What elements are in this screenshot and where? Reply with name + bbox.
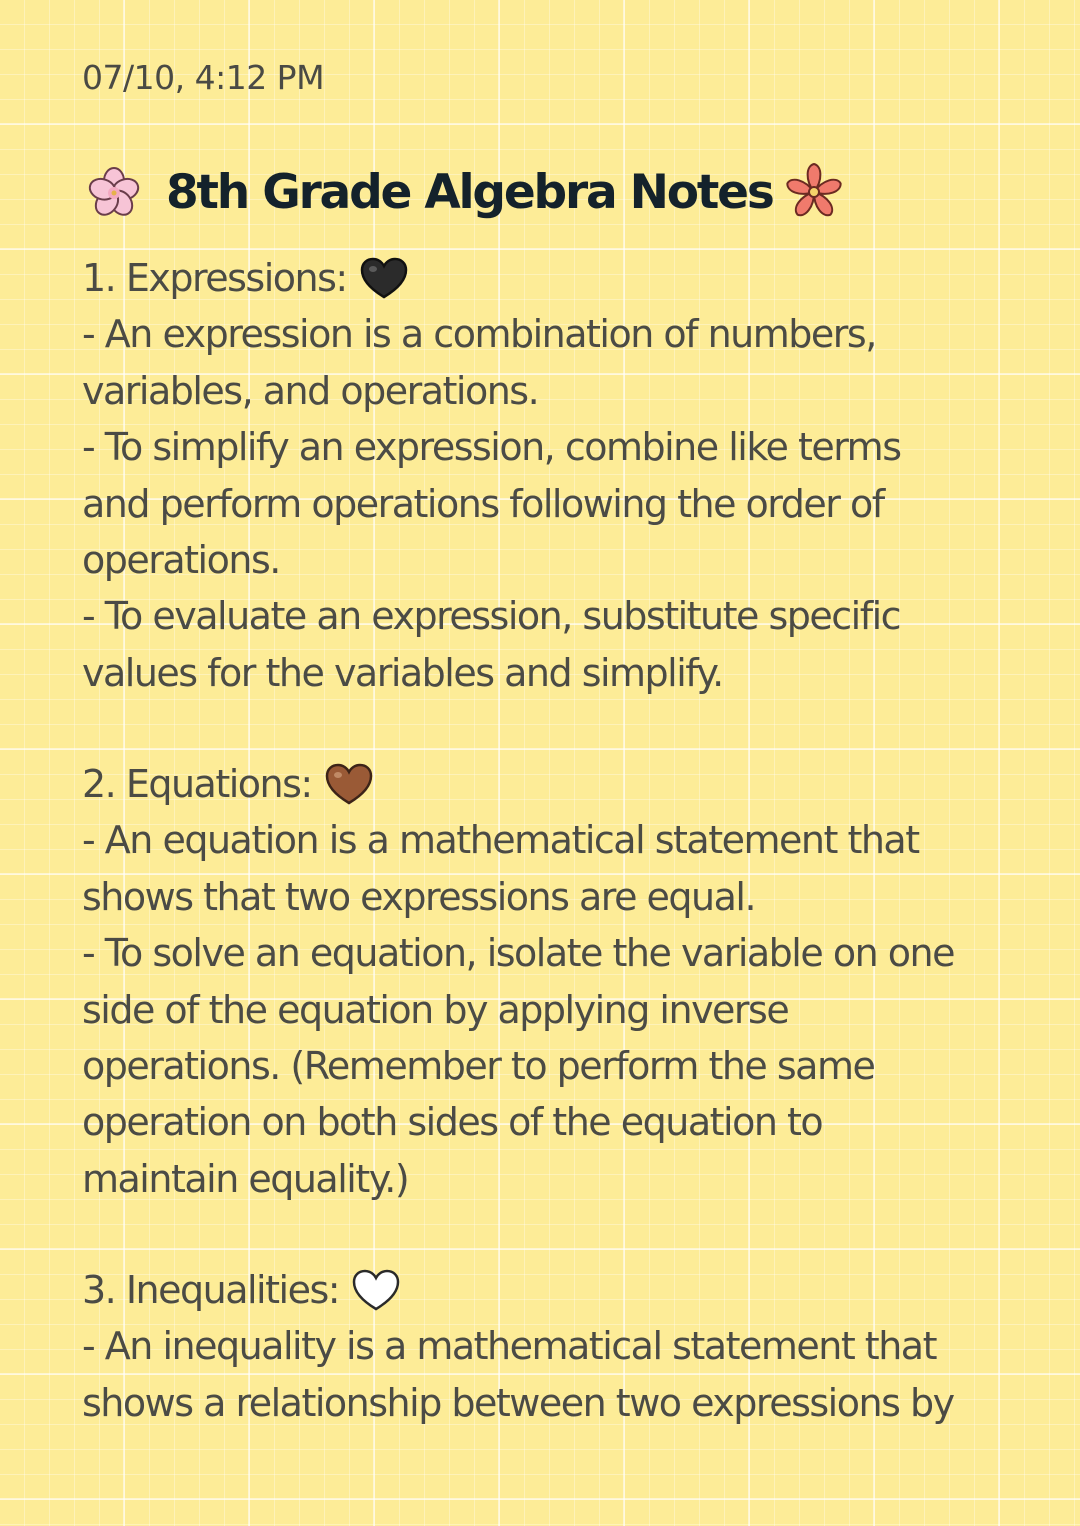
note-title-row [84,160,845,224]
note-line: and perform operations following the order of [82,481,884,526]
hibiscus-flower-icon [783,161,845,223]
note-line: - An expression is a combination of numbers, [82,312,876,357]
note-timestamp: 07/10, 4:12 PM [82,58,325,97]
section-heading-text: 1. Expressions: [82,256,347,300]
section-heading [82,1262,1042,1318]
section-heading [82,250,1042,306]
section-heading-text: 2. Equations: [82,762,312,806]
black-heart-icon [359,256,409,300]
note-line: side of the equation by applying inverse [82,987,789,1032]
white-heart-icon [351,1268,401,1312]
section-heading [82,756,1042,812]
note-line: - To solve an equation, isolate the variable on one [82,931,954,976]
note-line: maintain equality.) [82,1156,409,1201]
cherry-blossom-icon [84,162,144,222]
note-line: shows a relationship between two expressions by [82,1380,954,1425]
section-inequalities [82,1262,1042,1431]
note-line: - An equation is a mathematical statement that [82,818,919,863]
brown-heart-icon [324,762,374,806]
note-title: 8th Grade Algebra Notes [166,164,773,220]
note-line: variables, and operations. [82,368,539,413]
note-line: - An inequality is a mathematical statement that [82,1324,936,1369]
section-equations [82,756,1042,1207]
section-heading-text: 3. Inequalities: [82,1268,340,1312]
note-line: operation on both sides of the equation to [82,1100,823,1145]
note-line: - To simplify an expression, combine like terms [82,425,901,470]
section-expressions [82,250,1042,701]
note-line: operations. (Remember to perform the same [82,1043,875,1088]
note-line: shows that two expressions are equal. [82,874,756,919]
note-line: values for the variables and simplify. [82,650,723,695]
note-line: operations. [82,537,280,582]
note-line: - To evaluate an expression, substitute specific [82,594,901,639]
